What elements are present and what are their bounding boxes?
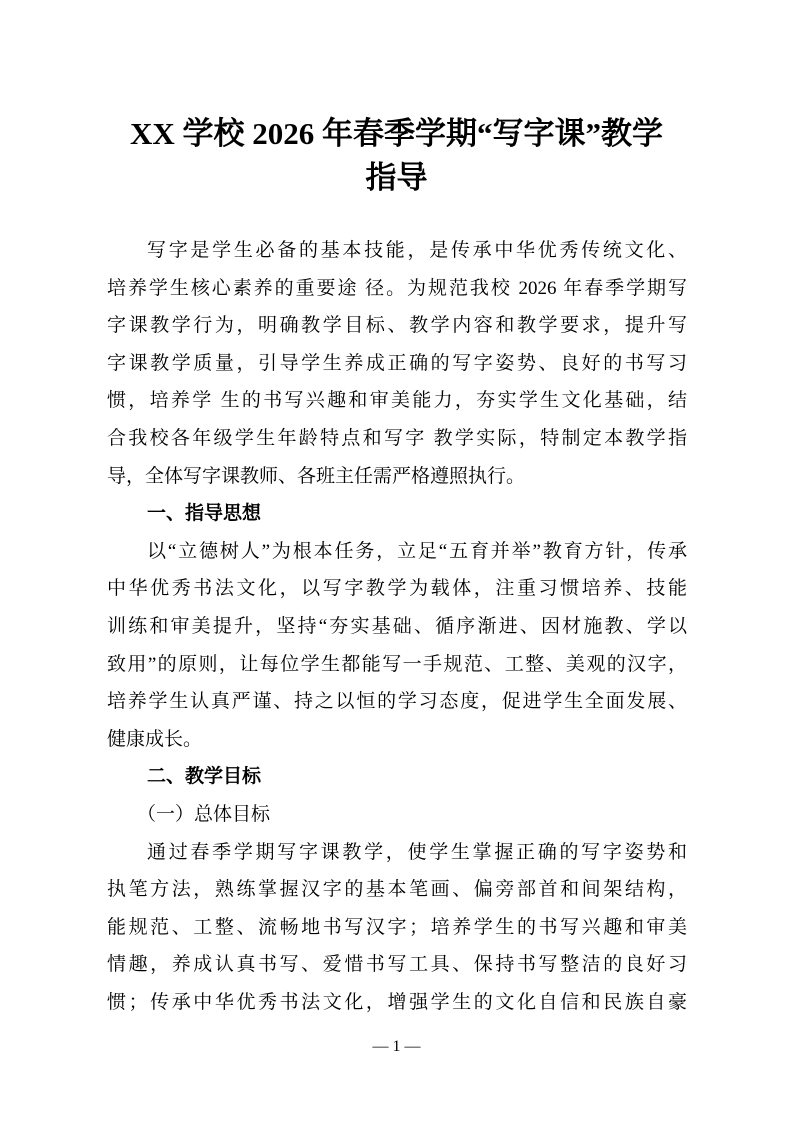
paragraph-line: 中华优秀书法文化，以写字教学为载体，注重习惯培养、技能: [107, 578, 687, 600]
paragraph-line: 通过春季学期写字课教学，使学生掌握正确的写字姿势和: [147, 841, 687, 863]
document-body: [107, 232, 687, 1021]
paragraph-line: 合我校各年级学生年龄特点和写字 教学实际，特制定本教学指: [107, 427, 687, 449]
paragraph-line: 字课教学行为，明确教学目标、教学内容和教学要求，提升写: [107, 315, 687, 337]
paragraph-line: 训练和审美提升，坚持“夯实基础、循序渐进、因材施教、学以: [107, 615, 687, 637]
paragraph-line: 培养学生核心素养的重要途 径。为规范我校 2026 年春季学期写: [107, 277, 687, 299]
paragraph-line: 培养学生认真严谨、持之以恒的学习态度，促进学生全面发展、: [107, 691, 687, 713]
document-title-line-1: XX 学校 2026 年春季学期“写字课”教学: [129, 116, 664, 151]
paragraph-line: 写字是学生必备的基本技能，是传承中华优秀传统文化、: [147, 240, 687, 261]
subsection-heading: （一）总体目标: [137, 802, 271, 825]
section-heading: 一、指导思想: [147, 502, 262, 525]
paragraph-line: 健康成长。: [107, 728, 203, 750]
paragraph-line: 惯，培养学 生的书写兴趣和审美能力，夯实学生文化基础，结: [107, 390, 687, 412]
paragraph-line: 执笔方法，熟练掌握汉字的基本笔画、偏旁部首和间架结构，: [107, 879, 687, 901]
paragraph-line: 以“立德树人”为根本任务，立足“五育并举”教育方针，传承: [147, 540, 687, 562]
paragraph-line: 字课教学质量，引导学生养成正确的写字姿势、良好的书写习: [107, 352, 687, 374]
paragraph-line: 惯；传承中华优秀书法文化，增强学生的文化自信和民族自豪: [107, 991, 687, 1013]
page-number: — 1 —: [372, 1038, 421, 1055]
paragraph-line: 导，全体写字课教师、各班主任需严格遵照执行。: [107, 465, 526, 487]
section-heading: 二、教学目标: [147, 765, 262, 788]
paragraph-line: 能规范、工整、流畅地书写汉字；培养学生的书写兴趣和审美: [107, 916, 687, 938]
paragraph-line: 情趣，养成认真书写、爱惜书写工具、保持书写整洁的良好习: [107, 954, 687, 976]
paragraph-line: 致用”的原则，让每位学生都能写一手规范、工整、美观的汉字，: [107, 653, 687, 675]
document-title-line-2: 指导: [365, 160, 428, 195]
